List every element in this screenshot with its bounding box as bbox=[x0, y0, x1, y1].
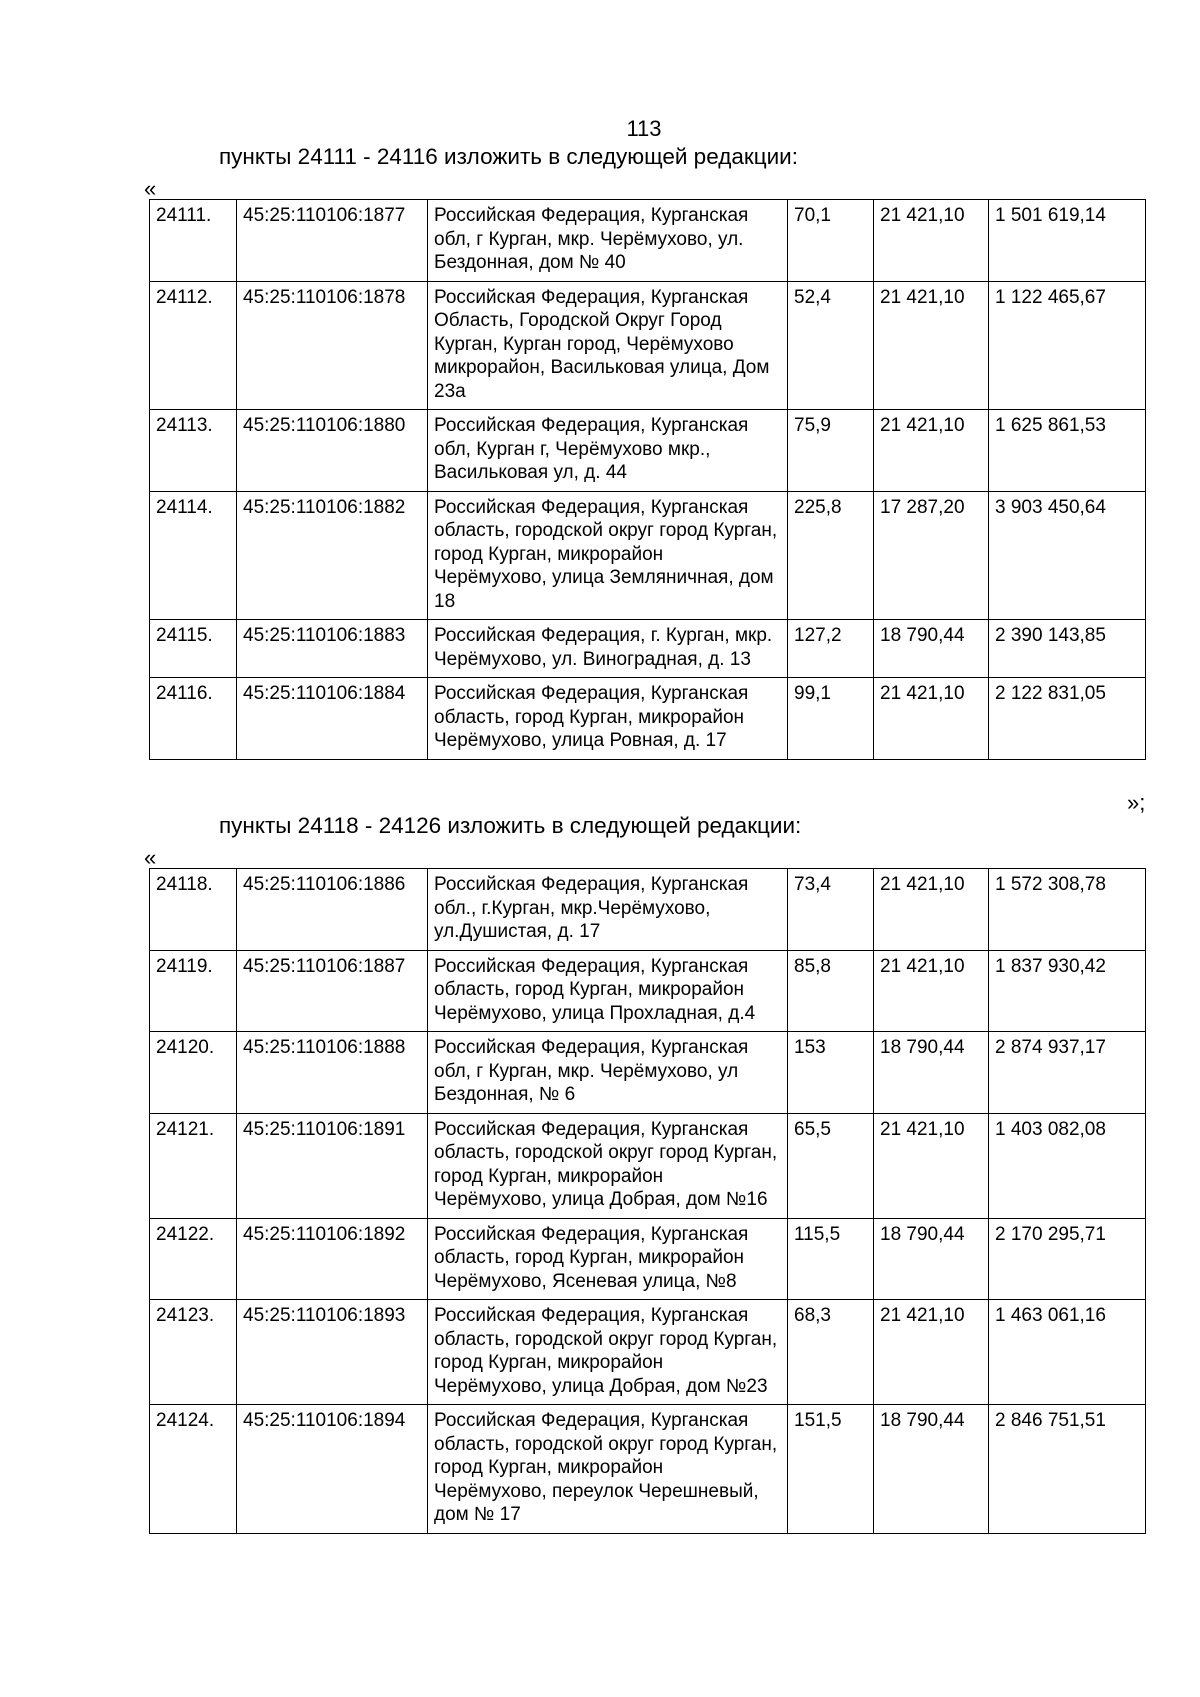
table-row bbox=[150, 491, 1146, 620]
table-row bbox=[150, 950, 1146, 1032]
address-cell: Российская Федерация, Курганская область, городской округ город Курган, город Курган, микрорайон Черёмухово, переулок Черешневый, дом № 17 bbox=[428, 1405, 788, 1534]
cadastral-number-cell: 45:25:110106:1888 bbox=[237, 1032, 428, 1114]
cadastral-value-cell: 2 846 751,51 bbox=[989, 1405, 1146, 1534]
rate-cell: 21 421,10 bbox=[874, 869, 989, 951]
rate-cell: 18 790,44 bbox=[874, 620, 989, 678]
table-row bbox=[150, 1300, 1146, 1405]
area-cell: 85,8 bbox=[788, 950, 874, 1032]
table-row bbox=[150, 1032, 1146, 1114]
cadastral-number-cell: 45:25:110106:1892 bbox=[237, 1218, 428, 1300]
rate-cell: 18 790,44 bbox=[874, 1218, 989, 1300]
cadastral-value-cell: 2 170 295,71 bbox=[989, 1218, 1146, 1300]
section-1-close-quote: »; bbox=[1127, 790, 1146, 815]
table-row bbox=[150, 200, 1146, 282]
area-cell: 75,9 bbox=[788, 410, 874, 492]
row-number-cell: 24118. bbox=[150, 869, 237, 951]
cadastral-number-cell: 45:25:110106:1880 bbox=[237, 410, 428, 492]
rate-cell: 21 421,10 bbox=[874, 678, 989, 760]
rate-cell: 18 790,44 bbox=[874, 1032, 989, 1114]
cadastral-value-cell: 1 403 082,08 bbox=[989, 1113, 1146, 1218]
cadastral-value-cell: 2 122 831,05 bbox=[989, 678, 1146, 760]
address-cell: Российская Федерация, Курганская область, городской округ город Курган, город Курган, микрорайон Черёмухово, улица Земляничная, дом 18 bbox=[428, 491, 788, 620]
cadastral-number-cell: 45:25:110106:1882 bbox=[237, 491, 428, 620]
section-1-heading: пункты 24111 - 24116 изложить в следующей редакции: bbox=[219, 144, 798, 169]
area-cell: 68,3 bbox=[788, 1300, 874, 1405]
address-cell: Российская Федерация, Курганская область, город Курган, микрорайон Черёмухово, Ясеневая улица, №8 bbox=[428, 1218, 788, 1300]
address-cell: Российская Федерация, г. Курган, мкр. Черёмухово, ул. Виноградная, д. 13 bbox=[428, 620, 788, 678]
cadastral-number-cell: 45:25:110106:1887 bbox=[237, 950, 428, 1032]
rate-cell: 21 421,10 bbox=[874, 410, 989, 492]
row-number-cell: 24122. bbox=[150, 1218, 237, 1300]
area-cell: 99,1 bbox=[788, 678, 874, 760]
row-number-cell: 24112. bbox=[150, 281, 237, 410]
area-cell: 115,5 bbox=[788, 1218, 874, 1300]
address-cell: Российская Федерация, Курганская обл, г Курган, мкр. Черёмухово, ул Бездонная, № 6 bbox=[428, 1032, 788, 1114]
address-cell: Российская Федерация, Курганская обл., г.Курган, мкр.Черёмухово, ул.Душистая, д. 17 bbox=[428, 869, 788, 951]
address-cell: Российская Федерация, Курганская область, город Курган, микрорайон Черёмухово, улица Прохладная, д.4 bbox=[428, 950, 788, 1032]
row-number-cell: 24121. bbox=[150, 1113, 237, 1218]
cadastral-value-cell: 2 390 143,85 bbox=[989, 620, 1146, 678]
table-row bbox=[150, 281, 1146, 410]
area-cell: 73,4 bbox=[788, 869, 874, 951]
cadastral-number-cell: 45:25:110106:1894 bbox=[237, 1405, 428, 1534]
rate-cell: 21 421,10 bbox=[874, 200, 989, 282]
row-number-cell: 24119. bbox=[150, 950, 237, 1032]
cadastral-value-cell: 1 625 861,53 bbox=[989, 410, 1146, 492]
address-cell: Российская Федерация, Курганская область, город Курган, микрорайон Черёмухово, улица Ровная, д. 17 bbox=[428, 678, 788, 760]
address-cell: Российская Федерация, Курганская обл, г Курган, мкр. Черёмухово, ул. Бездонная, дом № 40 bbox=[428, 200, 788, 282]
table-row bbox=[150, 1218, 1146, 1300]
table-row bbox=[150, 1405, 1146, 1534]
rate-cell: 21 421,10 bbox=[874, 281, 989, 410]
row-number-cell: 24123. bbox=[150, 1300, 237, 1405]
address-cell: Российская Федерация, Курганская обл, Курган г, Черёмухово мкр., Васильковая ул, д. 44 bbox=[428, 410, 788, 492]
cadastral-number-cell: 45:25:110106:1886 bbox=[237, 869, 428, 951]
table-row bbox=[150, 869, 1146, 951]
table-row bbox=[150, 620, 1146, 678]
row-number-cell: 24113. bbox=[150, 410, 237, 492]
row-number-cell: 24120. bbox=[150, 1032, 237, 1114]
cadastral-number-cell: 45:25:110106:1891 bbox=[237, 1113, 428, 1218]
rate-cell: 21 421,10 bbox=[874, 1113, 989, 1218]
area-cell: 70,1 bbox=[788, 200, 874, 282]
section-2-open-quote: « bbox=[144, 845, 157, 870]
section-2-table bbox=[149, 868, 1146, 1534]
row-number-cell: 24115. bbox=[150, 620, 237, 678]
row-number-cell: 24114. bbox=[150, 491, 237, 620]
row-number-cell: 24111. bbox=[150, 200, 237, 282]
page-number: 113 bbox=[626, 116, 662, 141]
cadastral-value-cell: 2 874 937,17 bbox=[989, 1032, 1146, 1114]
row-number-cell: 24124. bbox=[150, 1405, 237, 1534]
area-cell: 52,4 bbox=[788, 281, 874, 410]
area-cell: 153 bbox=[788, 1032, 874, 1114]
area-cell: 225,8 bbox=[788, 491, 874, 620]
rate-cell: 18 790,44 bbox=[874, 1405, 989, 1534]
cadastral-number-cell: 45:25:110106:1877 bbox=[237, 200, 428, 282]
section-1-open-quote: « bbox=[144, 176, 157, 201]
cadastral-value-cell: 3 903 450,64 bbox=[989, 491, 1146, 620]
table-row bbox=[150, 1113, 1146, 1218]
section-2-heading: пункты 24118 - 24126 изложить в следующей редакции: bbox=[219, 813, 802, 838]
rate-cell: 17 287,20 bbox=[874, 491, 989, 620]
area-cell: 65,5 bbox=[788, 1113, 874, 1218]
table-row bbox=[150, 410, 1146, 492]
address-cell: Российская Федерация, Курганская область, городской округ город Курган, город Курган, микрорайон Черёмухово, улица Добрая, дом №16 bbox=[428, 1113, 788, 1218]
area-cell: 151,5 bbox=[788, 1405, 874, 1534]
cadastral-number-cell: 45:25:110106:1878 bbox=[237, 281, 428, 410]
section-1-table bbox=[149, 199, 1146, 760]
rate-cell: 21 421,10 bbox=[874, 1300, 989, 1405]
cadastral-value-cell: 1 122 465,67 bbox=[989, 281, 1146, 410]
area-cell: 127,2 bbox=[788, 620, 874, 678]
cadastral-value-cell: 1 572 308,78 bbox=[989, 869, 1146, 951]
row-number-cell: 24116. bbox=[150, 678, 237, 760]
cadastral-value-cell: 1 463 061,16 bbox=[989, 1300, 1146, 1405]
address-cell: Российская Федерация, Курганская область, городской округ город Курган, город Курган, микрорайон Черёмухово, улица Добрая, дом №23 bbox=[428, 1300, 788, 1405]
cadastral-value-cell: 1 837 930,42 bbox=[989, 950, 1146, 1032]
cadastral-number-cell: 45:25:110106:1883 bbox=[237, 620, 428, 678]
cadastral-value-cell: 1 501 619,14 bbox=[989, 200, 1146, 282]
cadastral-number-cell: 45:25:110106:1884 bbox=[237, 678, 428, 760]
address-cell: Российская Федерация, Курганская Область, Городской Округ Город Курган, Курган город, Черёмухово микрорайон, Васильковая улица, Дом 23а bbox=[428, 281, 788, 410]
rate-cell: 21 421,10 bbox=[874, 950, 989, 1032]
cadastral-number-cell: 45:25:110106:1893 bbox=[237, 1300, 428, 1405]
table-row bbox=[150, 678, 1146, 760]
